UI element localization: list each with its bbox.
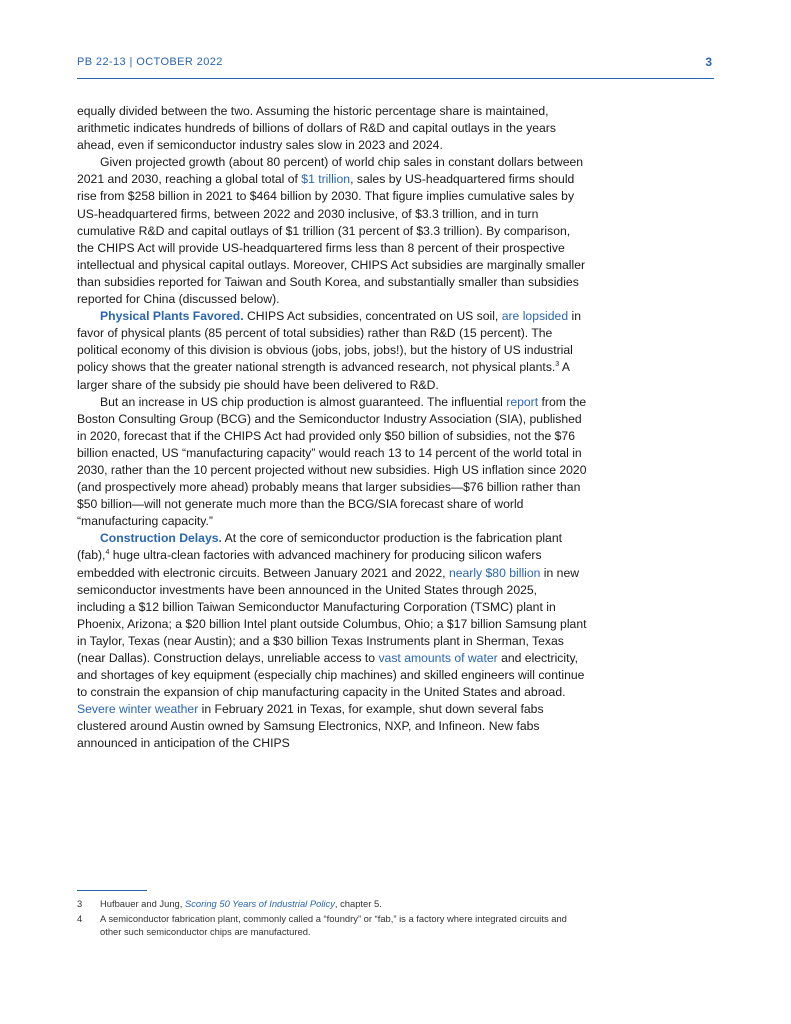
paragraph-5-text-b: huge ultra-clean factories with advanced machinery for producing silicon wafers embedded with electronic circuits. Between January 2021 and 2022, [77,548,542,580]
footnote-ref-3[interactable]: 3 [555,361,560,369]
footnote-3 [77,898,587,910]
page-header [77,54,714,79]
link-scoring-50-years[interactable]: Scoring 50 Years of Industrial Policy [184,898,335,909]
paragraph-5-text-c: in new semiconductor investments have been announced in the United States through 2025, including a $12 billion Taiwan Semiconductor Manufacturing Corporation (TSMC) plant in Phoenix, Arizona; a $20 billion Intel plant outside Columbus, Ohio; a $17 billion Samsung plant in Taylor, Texas (near Austin); and a $30 billion Texas Instruments plant in Sherman, Texas (near Dallas). Construction delays, unreliable access to [77,565,587,665]
paragraph-5-text-e: in February 2021 in Texas, for example, shut down several fabs clustered around Austin owned by Samsung Electronics, NXP, and Infineon. New fabs announced in anticipation of the CHIPS [77,702,544,751]
paragraph-4 [77,394,587,531]
footnote-ref-4[interactable]: 4 [105,549,110,557]
footnote-3-text-a: Hufbauer and Jung, [100,898,185,909]
footnotes [77,898,587,941]
link-vast-amounts-of-water[interactable]: vast amounts of water [378,651,498,665]
header-publication-date: PB 22-13 | OCTOBER 2022 [77,56,223,68]
paragraph-2 [77,154,587,308]
link-severe-winter-weather[interactable]: Severe winter weather [77,702,199,717]
link-nearly-80-billion[interactable]: nearly $80 billion [448,565,541,580]
link-report[interactable]: report [506,394,539,409]
run-in-heading-physical-plants: Physical Plants Favored. [100,309,244,324]
link-are-lopsided[interactable]: are lopsided [501,309,569,324]
footnote-4-text: A semiconductor fabrication plant, commonly called a “foundry” or “fab,” is a factory where integrated circuits and other such semiconductor chips are manufactured. [100,913,567,937]
paragraph-2-text-b: , sales by US-headquartered firms should rise from $258 billion in 2021 to $464 billion by 2030. That figure implies cumulative sales by US-headquartered firms, between 2022 and 2030 inclusive, of $3.3 trillion, and in turn cumulative R&D and capital outlays of $1 trillion (31 percent of $3.3 trillion). By comparison, the CHIPS Act will provide US-headquartered firms less than 8 percent of their prospective intellectual and physical capital outlays. Moreover, CHIPS Act subsidies are marginally smaller than subsidies reported for Taiwan and South Korea, and substantially smaller than subsidies reported for China (discussed below). [77,172,586,307]
paragraph-5-text-d: and electricity, and shortages of key equipment (especially chip machines) and skilled engineers will continue to constrain the expansion of chip manufacturing capacity in the United States and abroad. [77,651,585,700]
paragraph-1: equally divided between the two. Assuming the historic percentage share is maintained, arithmetic indicates hundreds of billions of dollars of R&D and capital outlays in the years ahead, even if semiconductor industry sales slow in 2023 and 2024. [77,104,556,153]
run-in-heading-construction-delays: Construction Delays. [100,531,222,546]
paragraph-4-text-b: from the Boston Consulting Group (BCG) and the Semiconductor Industry Association (SIA), published in 2020, forecast that if the CHIPS Act had provided only $50 billion of subsidies, not the $76 billion enacted, US “manufacturing capacity” would reach 13 to 14 percent of the world total in 2030, rather than the 10 percent projected without new subsidies. High US inflation since 2020 (and prospectively more ahead) probably means that larger subsidies—$76 billion rather than $50 billion—will not generate much more than the BCG/SIA forecast share of world “manufacturing capacity.” [77,394,587,529]
footnote-divider [77,890,147,891]
footnote-3-number: 3 [77,898,83,909]
paragraph-3-text-a: CHIPS Act subsidies, concentrated on US soil, [243,309,502,324]
paragraph-3 [77,308,587,393]
footnote-4-number: 4 [77,913,83,925]
page-number: 3 [705,55,712,69]
paragraph-4-text-a: But an increase in US chip production is almost guaranteed. The influential [100,394,507,409]
link-1-trillion[interactable]: $1 trillion [301,172,351,187]
paragraph-5-text-a: At the core of semiconductor production is the fabrication plant (fab), [77,531,562,563]
footnote-3-text-b: , chapter 5. [334,898,382,909]
footnote-4 [77,913,587,938]
body-text [77,103,587,753]
paragraph-5 [77,530,587,752]
paragraph-3-text-b: in favor of physical plants (85 percent of total subsidies) rather than R&D (15 percent). The political economy of this division is obvious (jobs, jobs, jobs!), but the history of US industrial policy shows that the greater national strength is advanced research, not physical plants. [77,309,581,375]
paragraph-3-text-c: A larger share of the subsidy pie should have been delivered to R&D. [77,360,570,392]
paragraph-2-text-a: Given projected growth (about 80 percent) of world chip sales in constant dollars between 2021 and 2030, reaching a global total of [77,155,584,187]
